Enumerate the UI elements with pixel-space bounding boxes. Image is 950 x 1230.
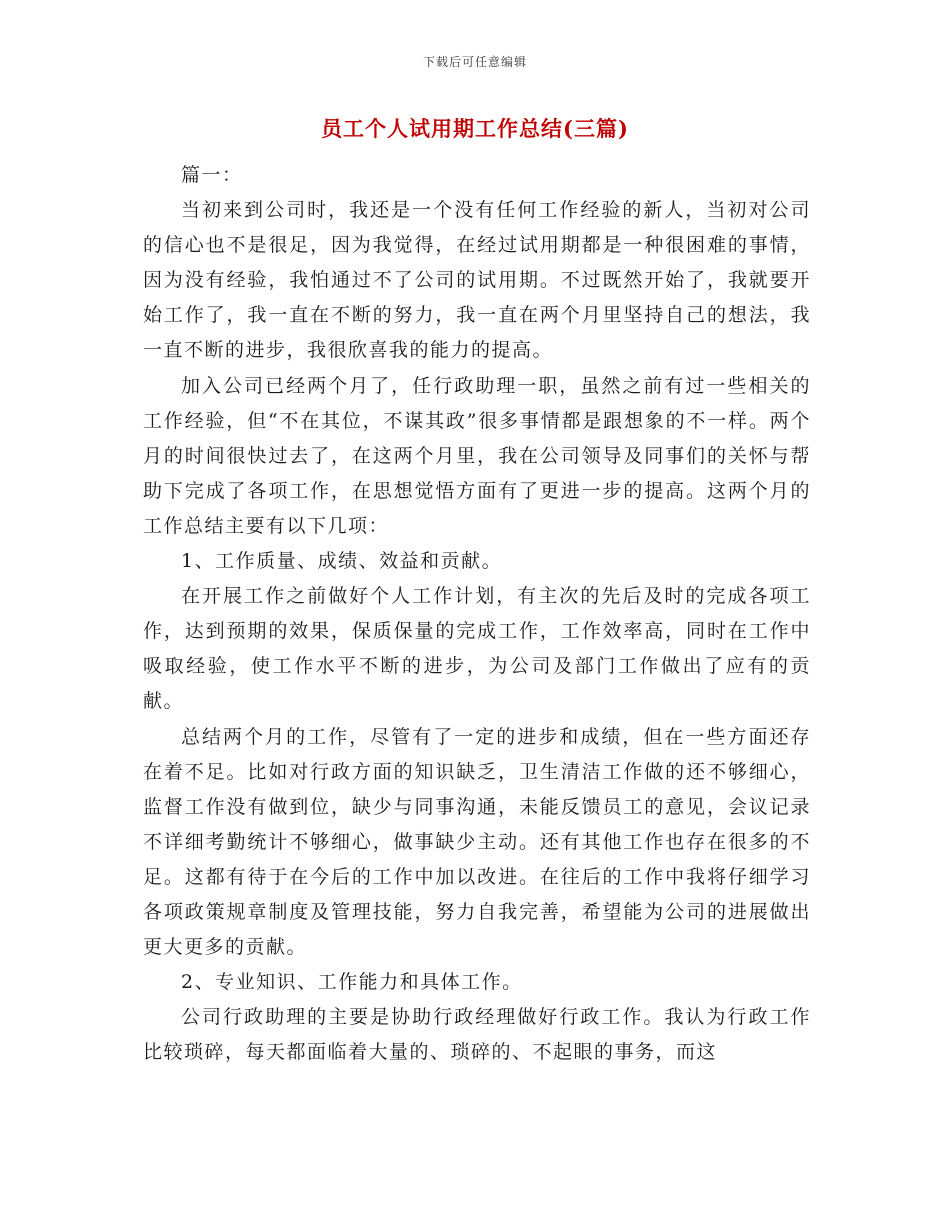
paragraph: 加入公司已经两个月了，任行政助理一职，虽然之前有过一些相关的工作经验，但“不在其位，不谋其政”很多事情都是跟想象的不一样。两个月的时间很快过去了，在这两个月里，我在公司领导及同事们的关怀与帮助下完成了各项工作，在思想觉悟方面有了更进一步的提高。这两个月的工作总结主要有以下几项： (143, 374, 811, 537)
document-body (143, 158, 811, 1070)
section-heading: 篇一： (181, 164, 243, 186)
paragraph: 当初来到公司时，我还是一个没有任何工作经验的新人，当初对公司的信心也不是很足，因为我觉得，在经过试用期都是一种很困难的事情，因为没有经验，我怕通过不了公司的试用期。不过既然开始了，我就要开始工作了，我一直在不断的努力，我一直在两个月里坚持自己的想法，我一直不断的进步，我很欣喜我的能力的提高。 (143, 199, 811, 362)
list-heading: 1、工作质量、成绩、效益和贡献。 (181, 550, 503, 573)
document-title: 员工个人试用期工作总结(三篇) (321, 116, 629, 141)
paragraph: 公司行政助理的主要是协助行政经理做好行政工作。我认为行政工作比较琐碎，每天都面临着大量的、琐碎的、不起眼的事务，而这 (143, 1006, 811, 1064)
paragraph: 总结两个月的工作，尽管有了一定的进步和成绩，但在一些方面还存在着不足。比如对行政方面的知识缺乏，卫生清洁工作做的还不够细心，监督工作没有做到位，缺少与同事沟通，未能反馈员工的意见，会议记录不详细考勤统计不够细心，做事缺少主动。还有其他工作也存在很多的不足。这都有待于在今后的工作中加以改进。在往后的工作中我将仔细学习各项政策规章制度及管理技能，努力自我完善，希望能为公司的进展做出更大更多的贡献。 (143, 725, 811, 959)
header-note: 下载后可任意编辑 (422, 55, 527, 69)
list-heading: 2、专业知识、工作能力和具体工作。 (181, 971, 523, 994)
paragraph: 在开展工作之前做好个人工作计划，有主次的先后及时的完成各项工作，达到预期的效果，保质保量的完成工作，工作效率高，同时在工作中吸取经验，使工作水平不断的进步，为公司及部门工作做出了应有的贡献。 (143, 585, 811, 713)
